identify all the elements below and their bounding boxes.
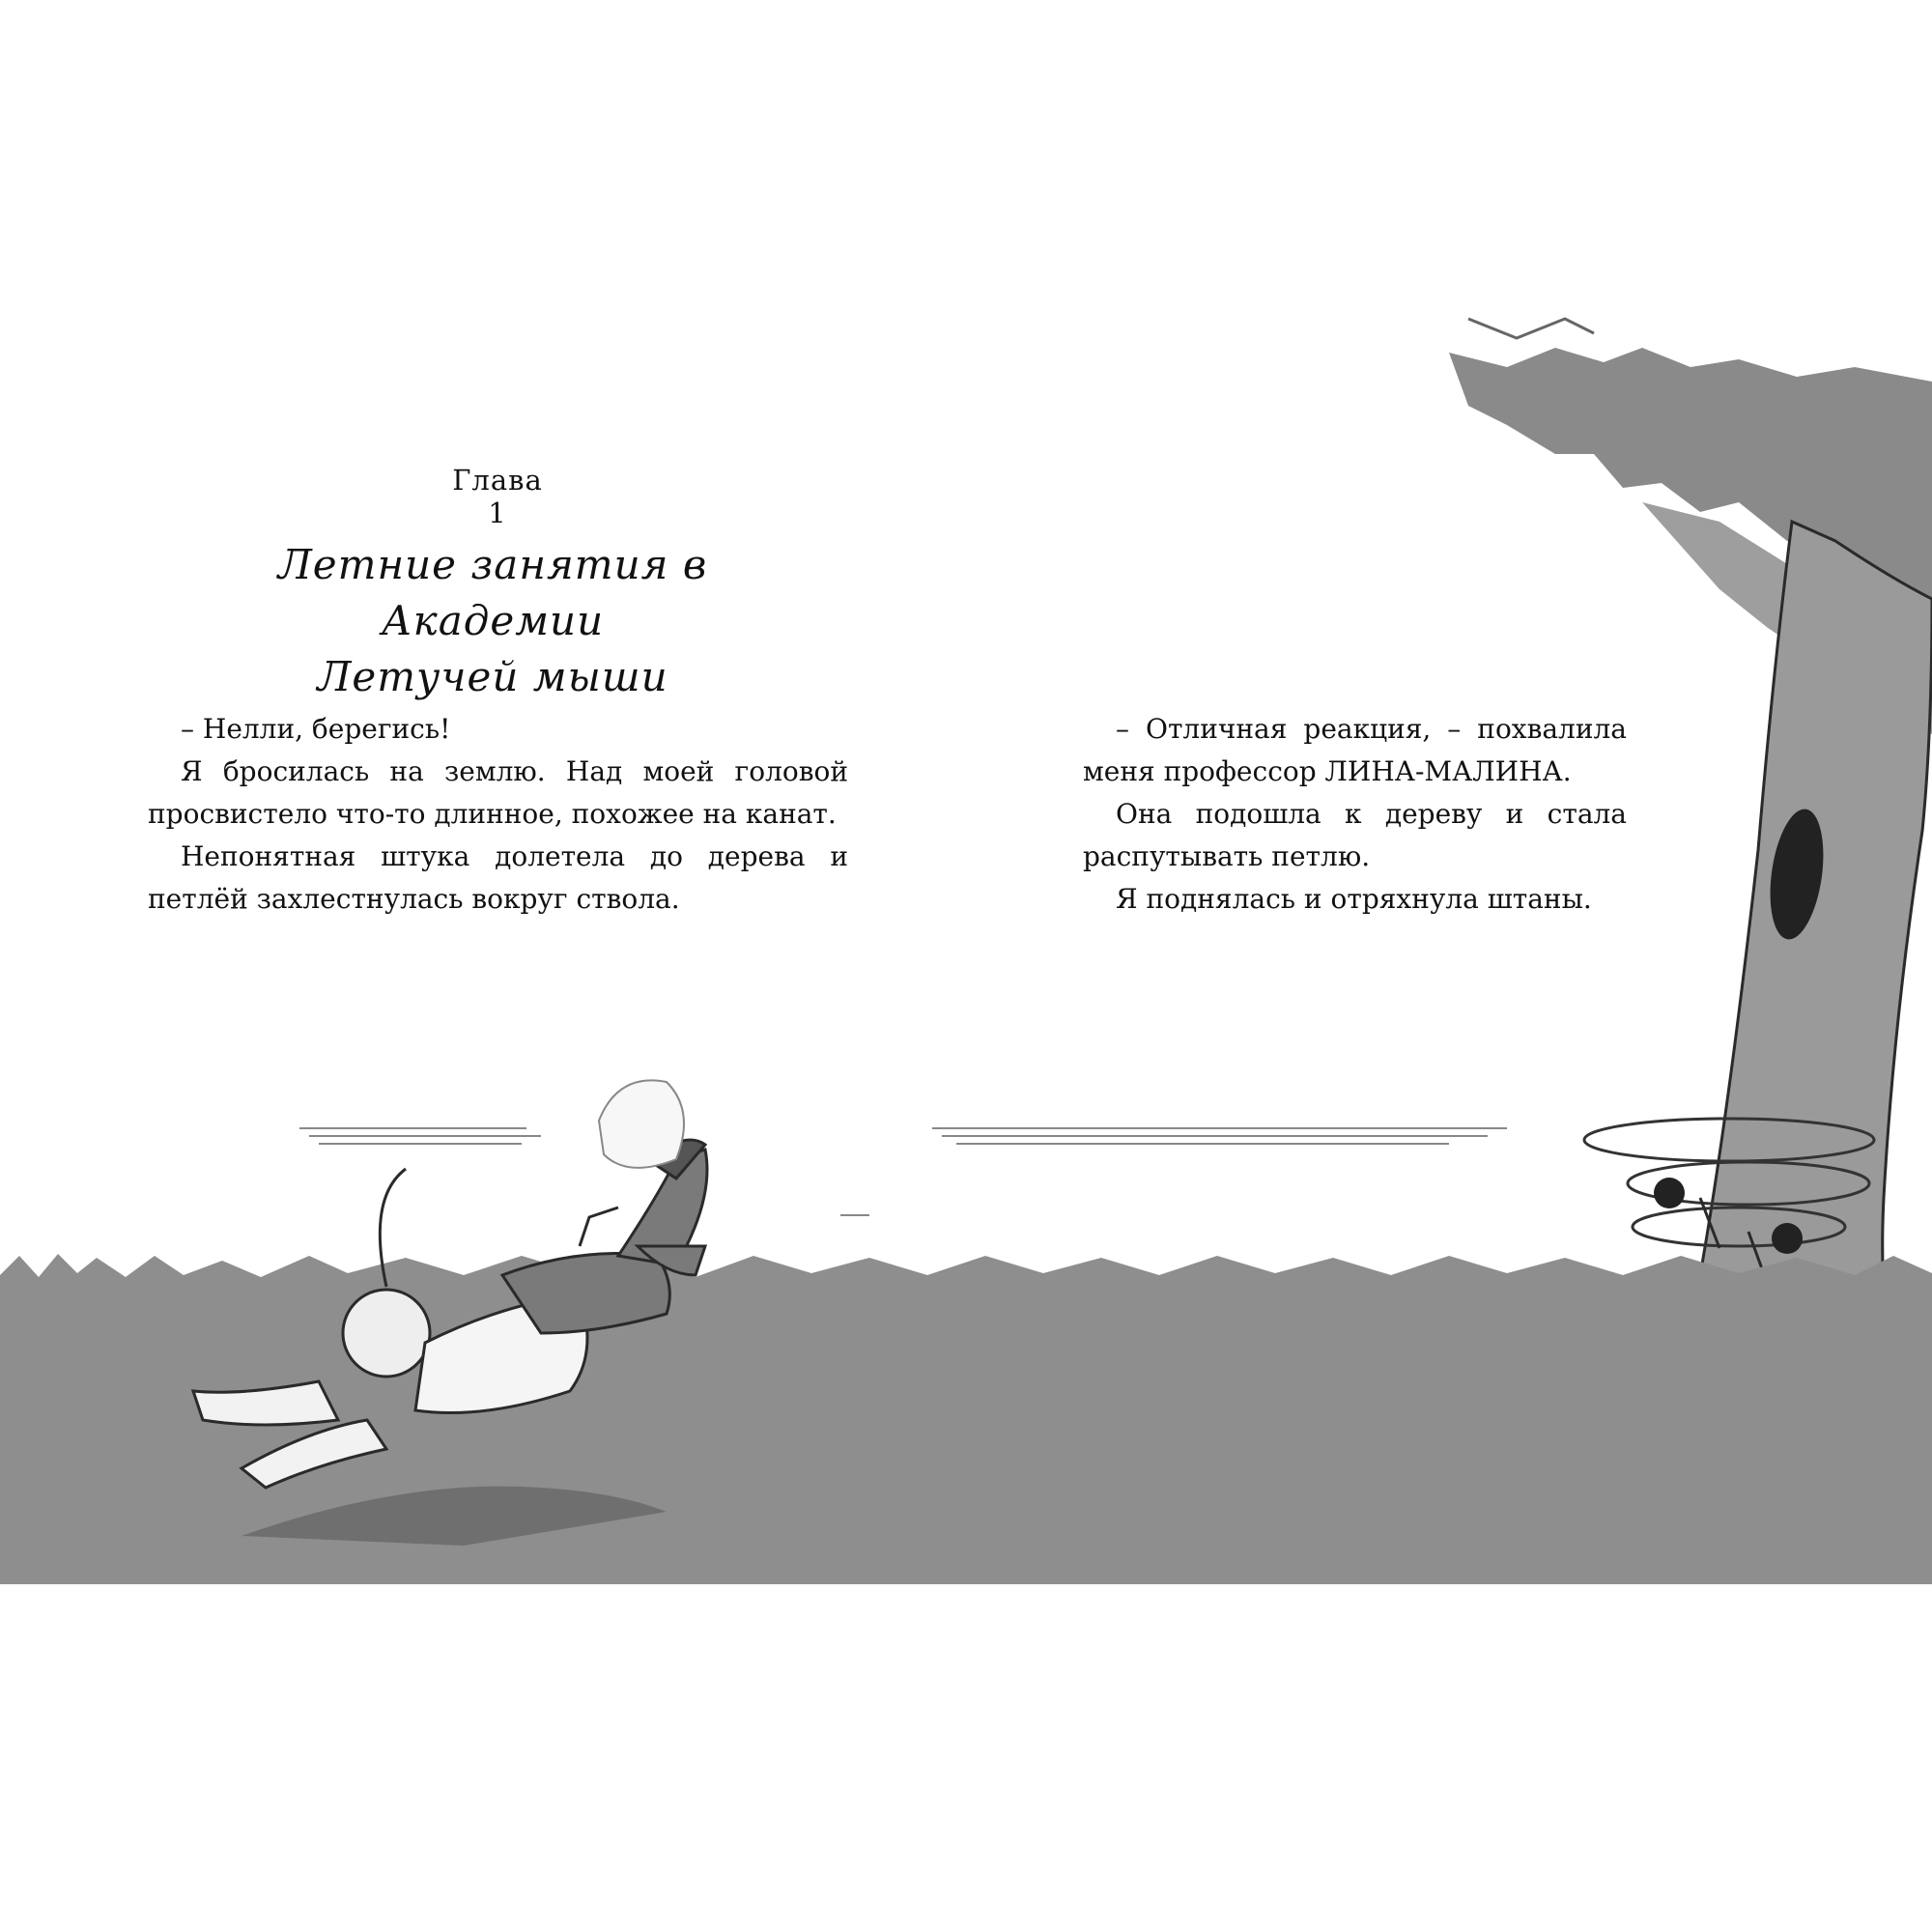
paragraph: Я бросилась на землю. Над моей головой просвистело что-то длинное, похожее на канат.: [148, 755, 848, 830]
chapter-title-line: Летучей мыши: [317, 653, 668, 700]
paragraph: Я поднялась и отряхнула штаны.: [1116, 883, 1592, 915]
paragraph: – Нелли, берегись!: [181, 713, 451, 745]
left-text-column: [148, 708, 848, 921]
bola-ball: [1772, 1223, 1803, 1254]
right-text-column: [1083, 708, 1627, 921]
chapter-title-line: Летние занятия в Академии: [277, 541, 708, 644]
chapter-label: Глава 1: [452, 464, 543, 529]
paragraph: Непонятная штука долетела до дерева и петлёй захлестнулась вокруг ствола.: [148, 840, 848, 915]
speed-lines: [299, 1128, 1507, 1215]
paragraph: Она подошла к дереву и стала распутывать петлю.: [1083, 798, 1627, 872]
tree-trunk: [1584, 522, 1932, 1372]
chapter-title: [193, 537, 792, 705]
paragraph: – Отличная реакция, – похвалила меня профессор ЛИНА-МАЛИНА.: [1083, 713, 1627, 787]
bola-ball: [1654, 1178, 1685, 1208]
